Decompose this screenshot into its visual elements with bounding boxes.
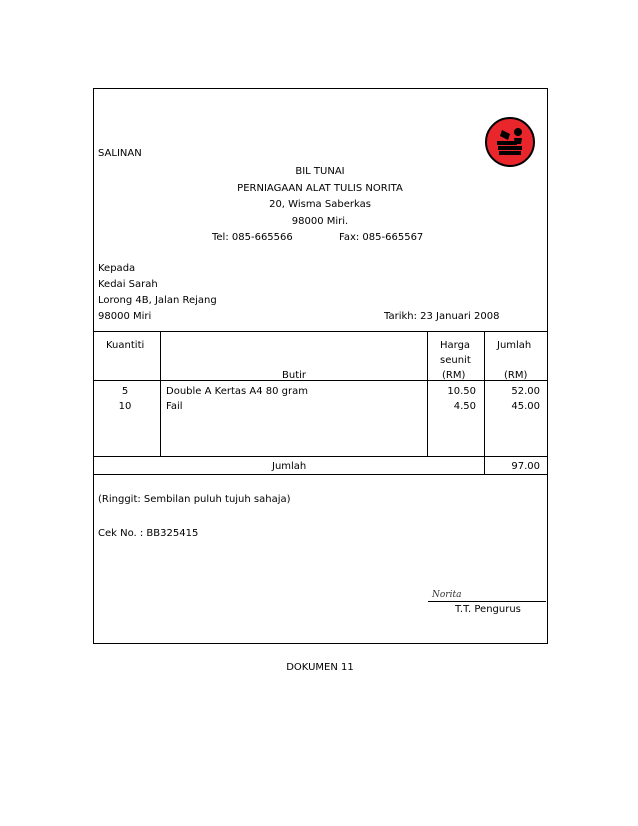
table-row-2-qty: 10 (118, 401, 132, 412)
table-row-2-amount: 45.00 (511, 401, 540, 412)
header-description: Butir (282, 370, 307, 381)
header-unit-price-line3: (RM) (442, 370, 466, 381)
cheque-number: Cek No. : BB325415 (98, 528, 199, 539)
table-header-divider (93, 380, 548, 381)
header-unit-price-line1: Harga (440, 340, 471, 351)
recipient-city: 98000 Miri (98, 311, 152, 322)
table-top-border (93, 331, 548, 332)
table-row-1-amount: 52.00 (511, 386, 540, 397)
company-address-line2: 98000 Miri. (291, 216, 349, 227)
header-amount-line1: Jumlah (497, 340, 532, 351)
books-stack-icon (484, 116, 536, 168)
company-fax: Fax: 085-665567 (339, 232, 424, 243)
column-divider-price (484, 331, 485, 474)
total-label: Jumlah (272, 461, 307, 472)
total-value: 97.00 (511, 461, 540, 472)
signature: Norita (432, 590, 462, 600)
amount-in-words: (Ringgit: Sembilan puluh tujuh sahaja) (98, 494, 291, 505)
document-caption: DOKUMEN 11 (286, 662, 354, 673)
table-row-2-item: Fail (166, 401, 183, 412)
recipient-label: Kepada (98, 263, 136, 274)
signature-line (428, 601, 546, 602)
company-name: PERNIAGAAN ALAT TULIS NORITA (237, 183, 403, 194)
header-unit-price-line2: seunit (440, 355, 471, 366)
company-address-line1: 20, Wisma Saberkas (269, 199, 371, 210)
recipient-name: Kedai Sarah (98, 279, 158, 290)
header-quantity: Kuantiti (106, 340, 145, 351)
table-row-1-item: Double A Kertas A4 80 gram (166, 386, 309, 397)
header-amount-line2: (RM) (504, 370, 528, 381)
column-divider-item (427, 331, 428, 456)
table-row-2-price: 4.50 (453, 401, 476, 412)
column-divider-qty (160, 331, 161, 456)
table-row-1-price: 10.50 (447, 386, 476, 397)
table-body-bottom (93, 456, 548, 457)
recipient-street: Lorong 4B, Jalan Rejang (98, 295, 217, 306)
table-total-bottom (93, 474, 548, 475)
receipt-date: Tarikh: 23 Januari 2008 (384, 311, 500, 322)
table-row-1-qty: 5 (121, 386, 129, 397)
signatory-title: T.T. Pengurus (455, 604, 521, 615)
company-tel: Tel: 085-665566 (212, 232, 293, 243)
copy-label: SALINAN (98, 148, 142, 159)
document-title: BIL TUNAI (295, 166, 345, 177)
